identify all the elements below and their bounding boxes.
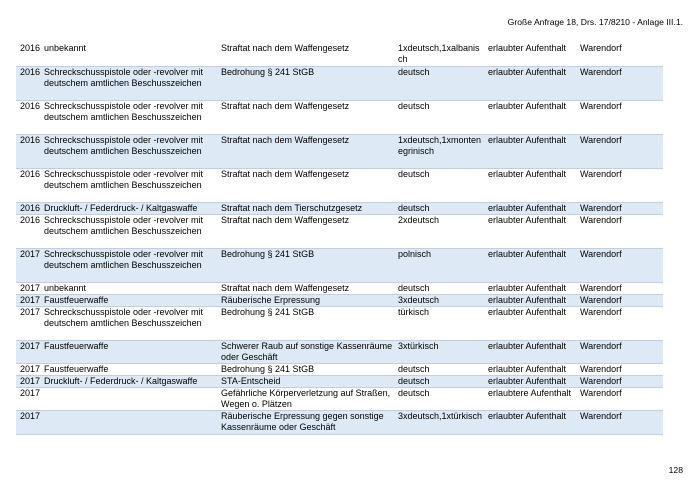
weapon-cell: Faustfeuerwaffe <box>42 294 219 306</box>
offense-cell: STA-Entscheid <box>219 375 396 387</box>
residence-status-cell: erlaubter Aufenthalt <box>486 100 578 134</box>
nationality-cell: 1xdeutsch,1xmontenegrinisch <box>396 134 486 168</box>
table-row <box>16 248 663 282</box>
offense-cell: Straftat nach dem Waffengesetz <box>219 282 396 294</box>
weapon-cell: unbekannt <box>42 43 219 66</box>
residence-status-cell: erlaubter Aufenthalt <box>486 202 578 214</box>
year-cell: 2017 <box>16 387 42 410</box>
table-row <box>16 294 663 306</box>
table-row <box>16 168 663 202</box>
nationality-cell: türkisch <box>396 306 486 340</box>
year-cell: 2016 <box>16 43 42 66</box>
nationality-cell: deutsch <box>396 100 486 134</box>
district-cell: Warendorf <box>578 340 663 363</box>
weapon-cell: Schreckschusspistole oder -revolver mit deutschem amtlichen Beschusszeichen <box>42 66 219 100</box>
offense-cell: Straftat nach dem Waffengesetz <box>219 214 396 248</box>
weapon-cell: Schreckschusspistole oder -revolver mit deutschem amtlichen Beschusszeichen <box>42 214 219 248</box>
offense-cell: Räuberische Erpressung <box>219 294 396 306</box>
nationality-cell: deutsch <box>396 202 486 214</box>
offense-cell: Bedrohung § 241 StGB <box>219 248 396 282</box>
residence-status-cell: erlaubter Aufenthalt <box>486 306 578 340</box>
nationality-cell: 1xdeutsch,1xalbanisch <box>396 43 486 66</box>
offense-cell: Straftat nach dem Waffengesetz <box>219 100 396 134</box>
table-row <box>16 282 663 294</box>
district-cell: Warendorf <box>578 410 663 434</box>
offense-cell: Bedrohung § 241 StGB <box>219 66 396 100</box>
table-row <box>16 387 663 410</box>
weapon-cell: unbekannt <box>42 282 219 294</box>
year-cell: 2017 <box>16 410 42 434</box>
year-cell: 2017 <box>16 375 42 387</box>
offense-cell: Straftat nach dem Waffengesetz <box>219 134 396 168</box>
year-cell: 2017 <box>16 363 42 375</box>
weapon-cell: Schreckschusspistole oder -revolver mit deutschem amtlichen Beschusszeichen <box>42 168 219 202</box>
nationality-cell: deutsch <box>396 168 486 202</box>
district-cell: Warendorf <box>578 363 663 375</box>
district-cell: Warendorf <box>578 168 663 202</box>
district-cell: Warendorf <box>578 248 663 282</box>
year-cell: 2016 <box>16 100 42 134</box>
nationality-cell: 3xdeutsch <box>396 294 486 306</box>
table-row <box>16 214 663 248</box>
district-cell: Warendorf <box>578 294 663 306</box>
year-cell: 2017 <box>16 282 42 294</box>
residence-status-cell: erlaubter Aufenthalt <box>486 340 578 363</box>
weapon-cell: Druckluft- / Federdruck- / Kaltgaswaffe <box>42 202 219 214</box>
weapon-cell <box>42 387 219 410</box>
offense-cell: Bedrohung § 241 StGB <box>219 306 396 340</box>
nationality-cell: deutsch <box>396 282 486 294</box>
district-cell: Warendorf <box>578 100 663 134</box>
table-row <box>16 43 663 66</box>
table-row <box>16 134 663 168</box>
year-cell: 2017 <box>16 294 42 306</box>
table-row <box>16 340 663 363</box>
district-cell: Warendorf <box>578 306 663 340</box>
page-number: 128 <box>668 465 683 475</box>
nationality-cell: 3xtürkisch <box>396 340 486 363</box>
residence-status-cell: erlaubter Aufenthalt <box>486 375 578 387</box>
weapon-cell: Schreckschusspistole oder -revolver mit deutschem amtlichen Beschusszeichen <box>42 248 219 282</box>
year-cell: 2016 <box>16 202 42 214</box>
table-row <box>16 66 663 100</box>
year-cell: 2017 <box>16 248 42 282</box>
weapon-cell: Schreckschusspistole oder -revolver mit deutschem amtlichen Beschusszeichen <box>42 100 219 134</box>
offense-cell: Gefährliche Körperverletzung auf Straßen, Wegen o. Plätzen <box>219 387 396 410</box>
residence-status-cell: erlaubter Aufenthalt <box>486 282 578 294</box>
weapon-cell: Faustfeuerwaffe <box>42 363 219 375</box>
district-cell: Warendorf <box>578 375 663 387</box>
data-table <box>16 43 663 435</box>
offense-cell: Bedrohung § 241 StGB <box>219 363 396 375</box>
nationality-cell: 3xdeutsch,1xtürkisch <box>396 410 486 434</box>
year-cell: 2017 <box>16 340 42 363</box>
table-row <box>16 410 663 434</box>
year-cell: 2016 <box>16 168 42 202</box>
nationality-cell: deutsch <box>396 66 486 100</box>
table-row <box>16 375 663 387</box>
table-row <box>16 100 663 134</box>
district-cell: Warendorf <box>578 387 663 410</box>
district-cell: Warendorf <box>578 43 663 66</box>
residence-status-cell: erlaubter Aufenthalt <box>486 134 578 168</box>
nationality-cell: deutsch <box>396 375 486 387</box>
residence-status-cell: erlaubter Aufenthalt <box>486 248 578 282</box>
nationality-cell: 2xdeutsch <box>396 214 486 248</box>
offense-cell: Räuberische Erpressung gegen sonstige Kassenräume oder Geschäft <box>219 410 396 434</box>
year-cell: 2017 <box>16 306 42 340</box>
residence-status-cell: erlaubter Aufenthalt <box>486 66 578 100</box>
year-cell: 2016 <box>16 214 42 248</box>
residence-status-cell: erlaubter Aufenthalt <box>486 410 578 434</box>
document-header: Große Anfrage 18, Drs. 17/8210 - Anlage III.1. <box>507 17 683 27</box>
table-row <box>16 202 663 214</box>
year-cell: 2016 <box>16 134 42 168</box>
weapon-cell: Druckluft- / Federdruck- / Kaltgaswaffe <box>42 375 219 387</box>
residence-status-cell: erlaubter Aufenthalt <box>486 294 578 306</box>
table-row <box>16 306 663 340</box>
residence-status-cell: erlaubter Aufenthalt <box>486 363 578 375</box>
weapon-cell: Schreckschusspistole oder -revolver mit deutschem amtlichen Beschusszeichen <box>42 306 219 340</box>
offense-cell: Straftat nach dem Waffengesetz <box>219 43 396 66</box>
nationality-cell: deutsch <box>396 387 486 410</box>
district-cell: Warendorf <box>578 282 663 294</box>
offense-cell: Straftat nach dem Waffengesetz <box>219 168 396 202</box>
offense-cell: Schwerer Raub auf sonstige Kassenräume oder Geschäft <box>219 340 396 363</box>
district-cell: Warendorf <box>578 202 663 214</box>
residence-status-cell: erlaubter Aufenthalt <box>486 43 578 66</box>
weapon-cell: Schreckschusspistole oder -revolver mit deutschem amtlichen Beschusszeichen <box>42 134 219 168</box>
nationality-cell: deutsch <box>396 363 486 375</box>
district-cell: Warendorf <box>578 214 663 248</box>
offense-cell: Straftat nach dem Tierschutzgesetz <box>219 202 396 214</box>
residence-status-cell: erlaubter Aufenthalt <box>486 168 578 202</box>
table-row <box>16 363 663 375</box>
residence-status-cell: erlaubtere Aufenthalt <box>486 387 578 410</box>
residence-status-cell: erlaubter Aufenthalt <box>486 214 578 248</box>
weapon-cell: Faustfeuerwaffe <box>42 340 219 363</box>
district-cell: Warendorf <box>578 66 663 100</box>
nationality-cell: polnisch <box>396 248 486 282</box>
weapon-cell <box>42 410 219 434</box>
district-cell: Warendorf <box>578 134 663 168</box>
year-cell: 2016 <box>16 66 42 100</box>
